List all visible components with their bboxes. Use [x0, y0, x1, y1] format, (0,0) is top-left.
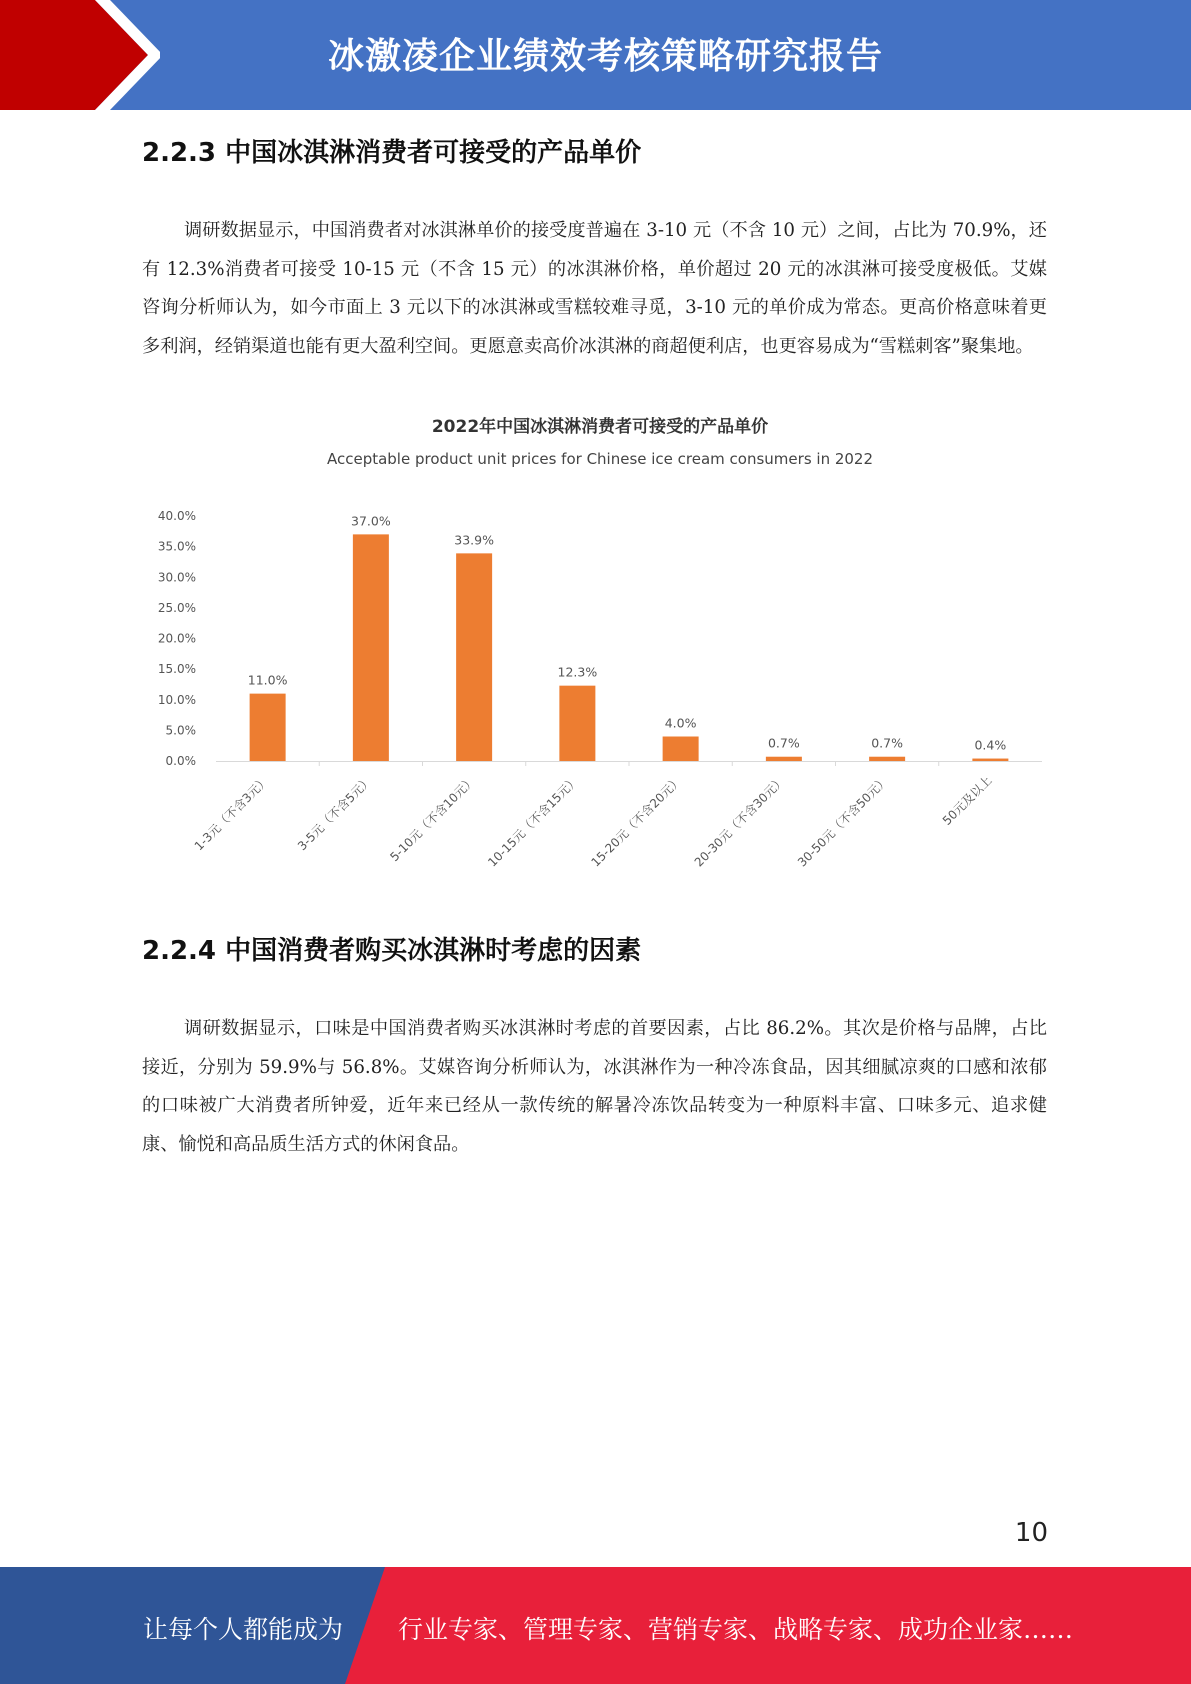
- data-label: 4.0%: [664, 715, 697, 731]
- data-label: 12.3%: [557, 664, 598, 680]
- chart-subtitle: Acceptable product unit prices for Chinese ice cream consumers in 2022: [326, 450, 874, 468]
- category-label: 1-3元（不含3元）: [191, 773, 272, 854]
- category-label: 20-30元（不含30元）: [691, 773, 788, 870]
- section-heading-2-2-3: 2.2.3 中国冰淇淋消费者可接受的产品单价: [142, 138, 642, 168]
- y-tick-label: 5.0%: [165, 723, 196, 738]
- bar: [250, 694, 286, 761]
- page-header: [0, 0, 1191, 110]
- data-label: 0.7%: [871, 735, 904, 751]
- data-label: 11.0%: [247, 672, 288, 688]
- bar: [766, 757, 802, 761]
- y-tick-label: 10.0%: [157, 692, 196, 707]
- category-label: 30-50元（不含50元）: [794, 773, 892, 870]
- category-label: 10-15元（不含15元）: [485, 773, 582, 870]
- bar: [353, 534, 389, 761]
- y-tick-label: 30.0%: [157, 570, 196, 585]
- category-label: 5-10元（不含10元）: [387, 773, 479, 865]
- y-tick-label: 25.0%: [157, 600, 196, 615]
- y-tick-label: 15.0%: [157, 662, 196, 677]
- bar: [559, 686, 595, 761]
- category-label: 50元及以上: [939, 773, 995, 828]
- bar: [972, 759, 1008, 761]
- y-tick-label: 35.0%: [157, 539, 196, 554]
- data-label: 37.0%: [351, 513, 391, 529]
- footer-slogan-left: 让每个人都能成为: [143, 1615, 344, 1644]
- data-label: 33.9%: [454, 532, 494, 548]
- footer-slogan-right: 行业专家、管理专家、营销专家、战略专家、成功企业家……: [398, 1615, 1074, 1644]
- data-label: 0.7%: [767, 735, 800, 751]
- section-paragraph-2-2-4: 调研数据显示，口味是中国消费者购买冰淇淋时考虑的首要因素，占比 86.2%。其次是价格与品牌，占比接近，分别为 59.9%与 56.8%。艾媒咨询分析师认为，冰淇淋作为一种冷冻食品，因其细腻凉爽的口感和浓郁的口味被广大消费者所钟爱，近年来已经从一款传统的解暑冷冻饮品转变为一种原料丰富、口味多元、追求健康、愉悦和高品质生活方式的休闲食品。: [142, 1018, 1047, 1155]
- document-title: 冰激凌企业绩效考核策略研究报告: [327, 36, 883, 77]
- data-label: 0.4%: [974, 737, 1007, 753]
- y-tick-label: 0.0%: [165, 754, 196, 768]
- chart-title: 2022年中国冰淇淋消费者可接受的产品单价: [431, 417, 769, 437]
- bar-chart-svg: [150, 412, 1050, 902]
- category-label: 15-20元（不含20元）: [588, 773, 685, 870]
- bar: [456, 553, 492, 761]
- price-acceptance-chart: [150, 412, 1050, 902]
- bar: [869, 757, 905, 761]
- section-paragraph-2-2-3: 调研数据显示，中国消费者对冰淇淋单价的接受度普遍在 3-10 元（不含 10 元）之间，占比为 70.9%，还有 12.3%消费者可接受 10-15 元（不含 15 元）的冰淇淋价格，单价超过 20 元的冰淇淋可接受度极低。艾媒咨询分析师认为，如今市面上 3 元以下的冰淇淋或雪糕较难寻觅，3-10 元的单价成为常态。更高价格意味着更多利润，经销渠道也能有更大盈利空间。更愿意卖高价冰淇淋的商超便利店，也更容易成为“雪糕刺客”聚集地。: [142, 220, 1047, 357]
- page-footer: [0, 1567, 1191, 1684]
- y-tick-label: 40.0%: [157, 509, 196, 523]
- page-number: 10: [1014, 1518, 1048, 1548]
- y-tick-label: 20.0%: [157, 631, 196, 646]
- bar: [663, 737, 699, 762]
- category-label: 3-5元（不含5元）: [294, 773, 375, 854]
- section-heading-2-2-4: 2.2.4 中国消费者购买冰淇淋时考虑的因素: [142, 936, 642, 966]
